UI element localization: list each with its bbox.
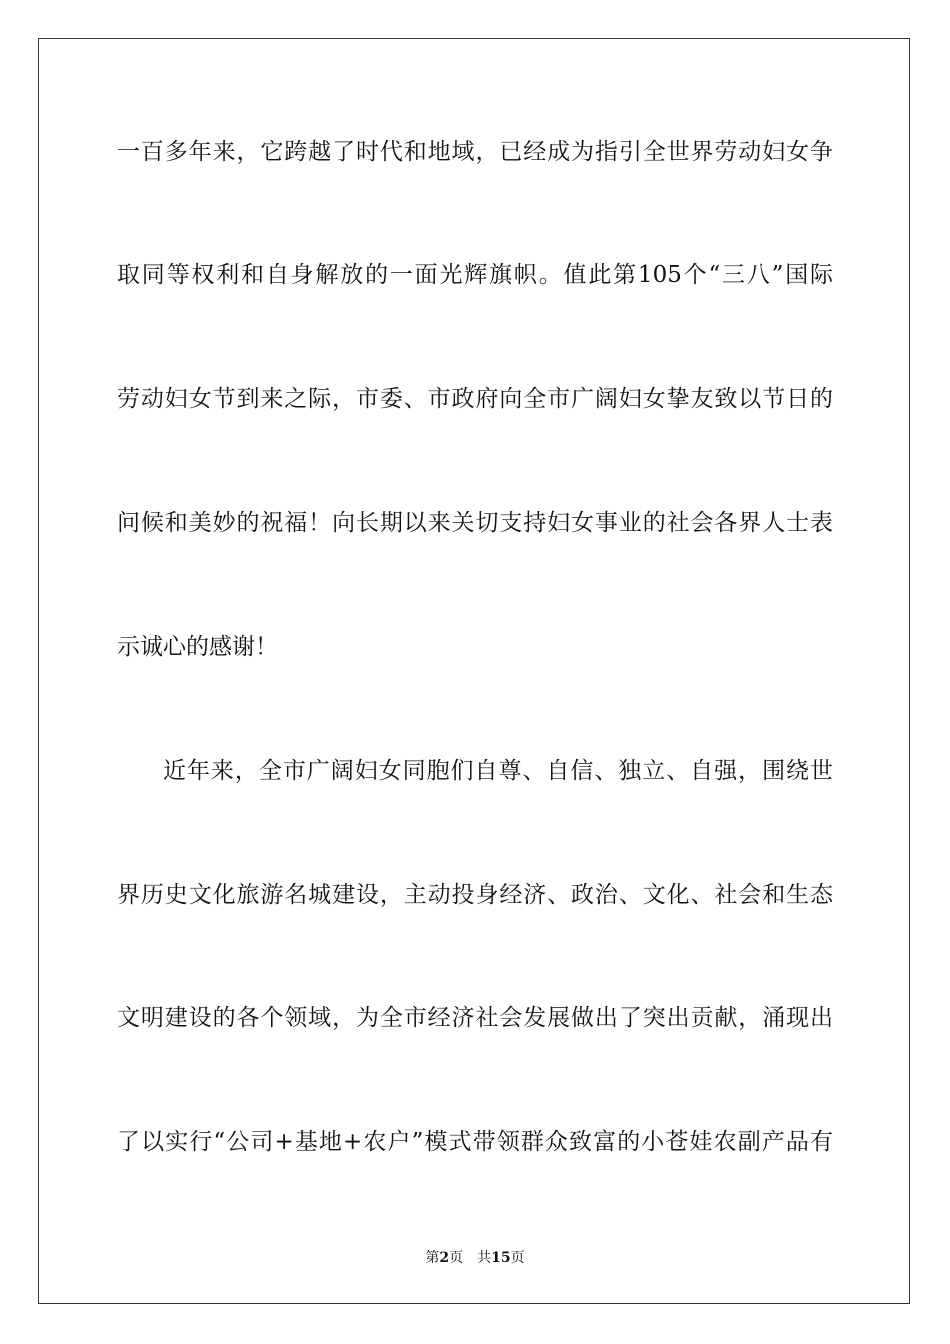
text-line-9: 了以实行“公司+基地+农户”模式带领群众致富的小苍娃农副产品有 bbox=[117, 1129, 833, 1155]
page-footer bbox=[0, 1248, 950, 1268]
text-line-1: 一百多年来，它跨越了时代和地域，已经成为指引全世界劳动妇女争 bbox=[117, 139, 833, 165]
footer-page-suffix: 页 bbox=[449, 1250, 464, 1266]
text-line-8: 文明建设的各个领域，为全市经济社会发展做出了突出贡献，涌现出 bbox=[117, 1005, 833, 1031]
paragraph-2-first-line: 近年来，全市广阔妇女同胞们自尊、自信、独立、自强，围绕世 bbox=[163, 758, 833, 784]
footer-page-number: 2 bbox=[439, 1250, 450, 1266]
text-line-7: 界历史文化旅游名城建设，主动投身经济、政治、文化、社会和生态 bbox=[117, 882, 833, 908]
footer-total-suffix: 页 bbox=[510, 1250, 525, 1266]
text-line-3: 劳动妇女节到来之际，市委、市政府向全市广阔妇女挚友致以节日的 bbox=[117, 386, 833, 412]
footer-page-prefix: 第 bbox=[425, 1250, 440, 1266]
text-line-4: 问候和美妙的祝福！向长期以来关切支持妇女事业的社会各界人士表 bbox=[117, 510, 833, 536]
page-border bbox=[38, 38, 910, 1304]
text-line-5: 示诚心的感谢！ bbox=[117, 634, 278, 660]
text-line-2: 取同等权利和自身解放的一面光辉旗帜。值此第105个“三八”国际 bbox=[117, 262, 833, 288]
footer-total-number: 15 bbox=[491, 1250, 511, 1266]
footer-total-prefix: 共 bbox=[477, 1250, 492, 1266]
